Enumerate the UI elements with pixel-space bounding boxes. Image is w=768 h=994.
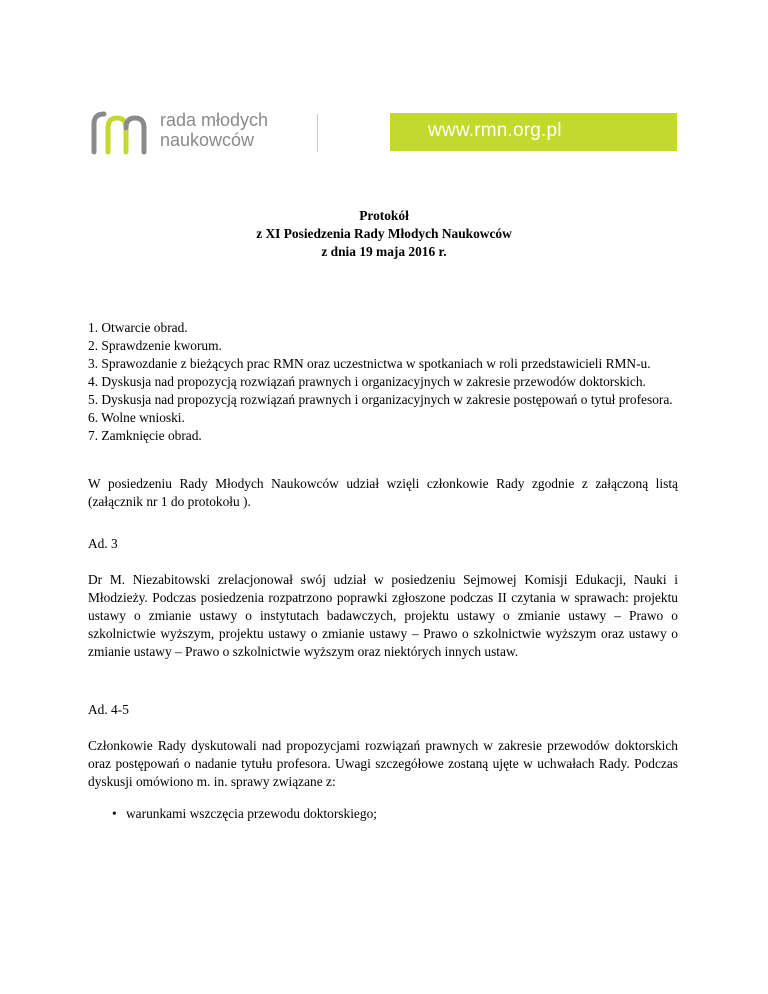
agenda-item: 4. Dyskusja nad propozycją rozwiązań prawnych i organizacyjnych w zakresie przewodów doktorskich. <box>88 374 646 389</box>
page-header <box>0 0 768 170</box>
logo-wordmark <box>160 110 268 150</box>
bullet-text: warunkami wszczęcia przewodu doktorskiego; <box>126 806 377 821</box>
logo-line2: naukowców <box>160 130 255 150</box>
agenda-list <box>88 319 678 445</box>
section-text-ad3: Dr M. Niezabitowski zrelacjonował swój udział w posiedzeniu Sejmowej Komisji Edukacji, Nauki i Młodzieży. Podczas posiedzenia rozpatrzono poprawki zgłoszone podczas II czytania w sprawach: projektu ustawy o zmianie ustawy o instytutach badawczych, projektu ustawy o zmianie ustawy – Prawo o szkolnictwie wyższym, projektu ustawy o zmianie ustawy – Prawo o szkolnictwie wyższym oraz ustawy o zmianie ustawy – Prawo o szkolnictwie wyższym oraz niektórych innych ustaw. <box>88 572 678 659</box>
document-body <box>88 319 678 823</box>
section-heading-ad3: Ad. 3 <box>88 536 118 551</box>
title-line1: Protokół <box>359 208 409 223</box>
attendance-paragraph: W posiedzeniu Rady Młodych Naukowców udział wzięli członkowie Rady zgodnie z załączoną listą (załącznik nr 1 do protokołu ). <box>88 476 678 509</box>
agenda-item: 2. Sprawdzenie kworum. <box>88 338 222 353</box>
discussion-bullet-list <box>88 805 678 823</box>
agenda-item: 6. Wolne wnioski. <box>88 410 185 425</box>
logo-divider <box>317 114 318 152</box>
agenda-item: 3. Sprawozdanie z bieżących prac RMN oraz uczestnictwa w spotkaniach w roli przedstawicieli RMN-u. <box>88 356 651 371</box>
bullet-item <box>88 805 678 823</box>
logo-line1: rada młodych <box>160 110 269 130</box>
title-line3: z dnia 19 maja 2016 r. <box>321 244 447 259</box>
website-url: www.rmn.org.pl <box>428 120 562 141</box>
section-text-ad45: Członkowie Rady dyskutowali nad propozycjami rozwiązań prawnych w zakresie przewodów doktorskich oraz postępowań o nadanie tytułu profesora. Uwagi szczegółowe zostaną ujęte w uchwałach Rady. Podczas dyskusji omówiono m. in. sprawy związane z: <box>88 738 678 789</box>
section-heading-ad45: Ad. 4-5 <box>88 702 129 717</box>
rmn-logo-mark <box>90 110 156 156</box>
agenda-item: 1. Otwarcie obrad. <box>88 320 188 335</box>
agenda-item: 5. Dyskusja nad propozycją rozwiązań prawnych i organizacyjnych w zakresie postępowań o tytuł profesora. <box>88 392 673 407</box>
document-title <box>0 207 768 261</box>
title-line2: z XI Posiedzenia Rady Młodych Naukowców <box>256 226 512 241</box>
url-banner <box>390 113 677 151</box>
rmn-logo <box>90 110 330 156</box>
agenda-item: 7. Zamknięcie obrad. <box>88 428 202 443</box>
bullet-dot-icon: • <box>112 806 117 821</box>
